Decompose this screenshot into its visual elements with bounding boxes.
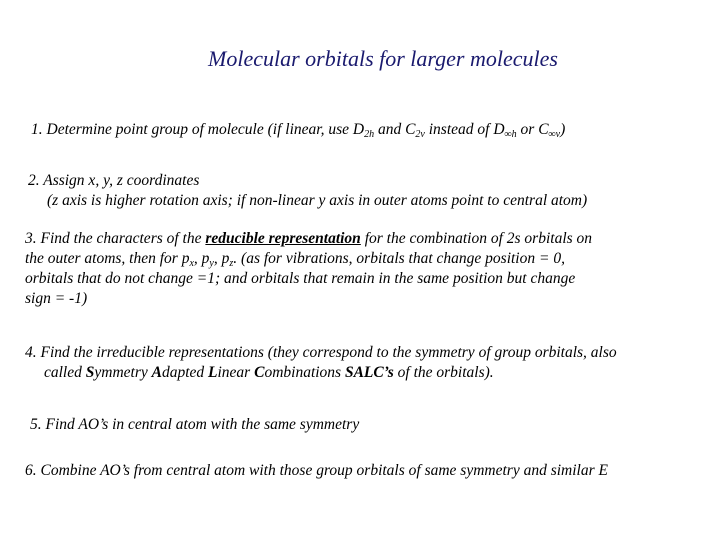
salc-letter-a: A xyxy=(151,364,162,381)
step-1-text-b: and C xyxy=(374,121,416,138)
slide-title: Molecular orbitals for larger molecules xyxy=(208,46,558,71)
step-4-line-2 xyxy=(25,363,617,383)
step-4-line-1: 4. Find the irreducible representations (they correspond to the symmetry of group orbitals, also xyxy=(25,344,617,361)
step-4-text-a: called xyxy=(44,364,86,381)
salc-word-combinations: ombinations xyxy=(264,364,345,381)
step-3-line-2 xyxy=(25,249,592,269)
step-6-line: 6. Combine AO’s from central atom with those group orbitals of same symmetry and similar E xyxy=(25,462,608,479)
step-6 xyxy=(25,461,608,481)
step-3-text-f: . (as for vibrations, orbitals that change position = 0, xyxy=(233,250,565,267)
step-3-line-3: orbitals that do not change =1; and orbitals that remain in the same position but change xyxy=(25,270,576,287)
salc-word-adapted: dapted xyxy=(161,364,209,381)
step-3-text-b: for the combination of 2s orbitals on xyxy=(360,230,593,247)
step-1-sub-c2v: 2v xyxy=(415,129,425,140)
step-5 xyxy=(30,415,359,435)
step-1-text-c: instead of D xyxy=(424,121,505,138)
step-3-line-1 xyxy=(25,229,592,249)
step-3-sub-y: y xyxy=(209,258,214,269)
step-3-text-d: , p xyxy=(193,250,210,267)
salc-word-symmetry: ymmetry xyxy=(94,364,152,381)
step-1-sub-cinfv: ∞v xyxy=(548,129,561,140)
salc-acronym: SALC’s xyxy=(344,364,394,381)
step-2-line-1: 2. Assign x, y, z coordinates xyxy=(28,172,200,189)
step-4 xyxy=(25,343,617,383)
step-1-text-a: 1. Determine point group of molecule (if linear, use D xyxy=(31,121,365,138)
step-3-sub-z: z xyxy=(229,258,234,269)
step-2 xyxy=(28,171,587,211)
step-3-text-a: 3. Find the characters of the xyxy=(25,230,206,247)
step-3-text-c: the outer atoms, then for p xyxy=(25,250,190,267)
step-1-text-d: or C xyxy=(516,121,549,138)
step-1-sub-d2h: 2h xyxy=(364,129,375,140)
salc-letter-l: L xyxy=(208,364,218,381)
step-1-sub-dinfh: ∞h xyxy=(504,129,517,140)
step-3-sub-x: x xyxy=(189,258,194,269)
step-1-line xyxy=(31,120,565,140)
step-3 xyxy=(25,229,592,309)
salc-letter-s: S xyxy=(85,364,95,381)
step-1-text-e: ) xyxy=(560,121,566,138)
step-3-line-4: sign = -1) xyxy=(25,290,88,307)
step-5-line: 5. Find AO’s in central atom with the same symmetry xyxy=(30,416,360,433)
salc-letter-c: C xyxy=(254,364,265,381)
salc-word-linear: inear xyxy=(217,364,255,381)
step-1 xyxy=(31,120,565,140)
step-4-text-b: of the orbitals). xyxy=(393,364,494,381)
reducible-representation-term: reducible representation xyxy=(205,230,361,247)
step-2-line-2: (z axis is higher rotation axis; if non-linear y axis in outer atoms point to central atom) xyxy=(47,192,588,209)
step-3-text-e: , p xyxy=(213,250,230,267)
